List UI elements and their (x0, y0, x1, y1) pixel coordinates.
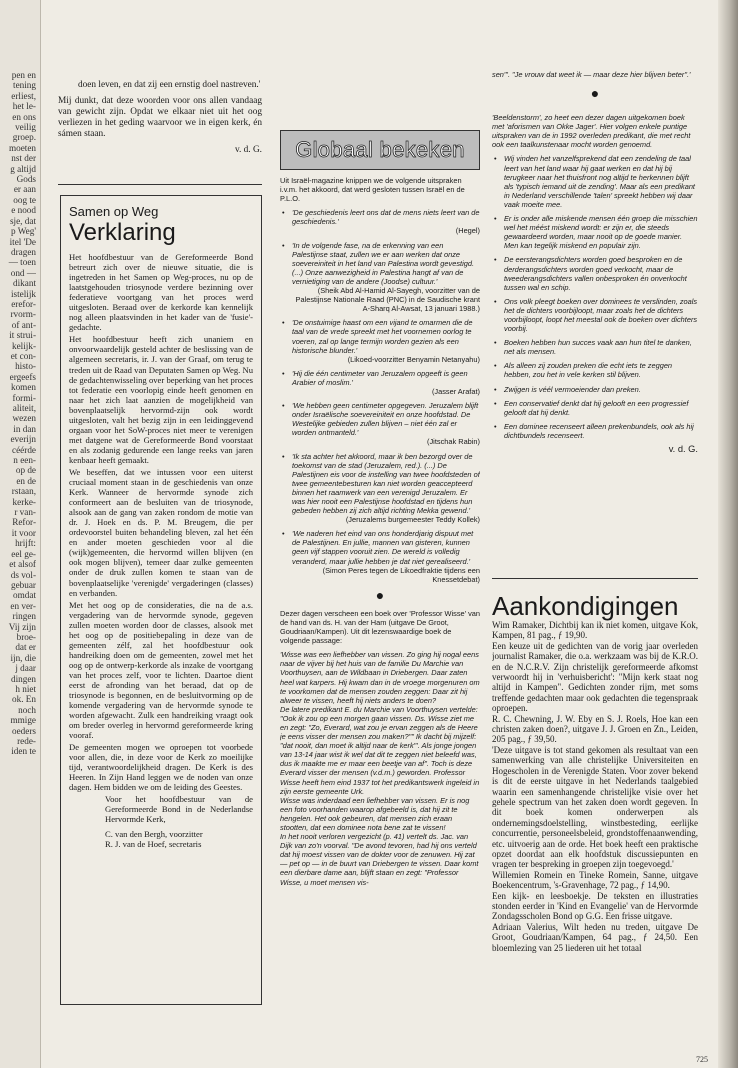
aphorism-item: • Er is onder alle miskende mensen één groep die misschien wel het méést miskend wordt: er zijn er, die steeds gewaardeerd worden, maar nooit op de goede manier. Men kan tegelijk miskend en populair zijn. (492, 214, 698, 250)
gutter-line: aliteit, (12, 403, 36, 413)
gutter-line: omdat (13, 590, 36, 601)
gutter-line: dikant (13, 278, 36, 289)
paragraph: Het hoofdbestuur van de Gereformeerde Bond betreurt zich over de nieuwe situatie, die is ingetreden in het Samen op Weg-proces, nu op de laatstgehouden triosynode verdere bezinning over federatieve voortgang van het proces werd uitgesloten. Beraad over de kerkorde kan kennelijk nog alleen plaatsvinden in het kader van de 'fusie'-gedachte. (69, 252, 253, 333)
signature-names: R. J. van de Hoef, secretaris (105, 839, 202, 850)
separator-dot: ● (375, 588, 385, 604)
gutter-line: iden te (11, 746, 36, 757)
paragraph: Een kijk- en leesboekje. De teksten en illustraties stonden eerder in 'Kind en Evangelie' van de Hervormde Zondagsscholen Bond op G.G. Een frisse uitgave. (492, 890, 698, 922)
aphorism-item: • Als alleen zij zouden preken die echt iets te zeggen hebben, zou het in vele kerken stil blijven. (492, 361, 698, 379)
gutter-line: Gods (16, 174, 36, 185)
gutter-line: céérde (12, 444, 36, 455)
gutter-line: e nood (11, 205, 36, 216)
section-heading: Aankondigingen (492, 591, 679, 621)
gutter-line: it strui- (9, 330, 36, 341)
signature-intro: Voor het hoofdbestuur van de Gereformeerde Bond in de Nederlandse Hervormde Kerk, (105, 794, 253, 825)
gutter-line: rvorm- (10, 309, 36, 320)
gutter-line: r van- (14, 507, 36, 518)
gutter-line: — toen (8, 257, 36, 268)
paragraph: Willemien Romein en Tineke Romein, Sanne, uitgave Boekencentrum, 's-Gravenhage, 72 pag., ƒ 14,90. (492, 869, 698, 891)
gutter-line: dragen (11, 246, 36, 257)
gutter-line: oog te (13, 194, 36, 205)
paragraph: Een keuze uit de gedichten van de vorig jaar overleden journalist Ramaker, die o.a. werkzaam was bij de K.R.O. en de N.C.R.V. Zijn christelijk gereformeerde afkomst verwoordt hij in 'verhuisbericht': "Mijn kerk staat nog altijd in Kampen". Gedichten zonder rijm, met soms treffende gedachten maar ook gedachten die tegenspraak oproepen. (492, 640, 698, 714)
gutter-line: en ver- (10, 600, 36, 611)
paragraph: Adriaan Valerius, Wilt heden nu treden, uitgave De Groot, Goudriaan/Kampen, 64 pag., ƒ 24,50. Een bloemlezing van 25 liederen uit het totaal (492, 921, 698, 953)
gutter-line: op de (15, 465, 36, 476)
gutter-line: Vij zijn (8, 621, 36, 632)
quote-text: • 'In de volgende fase, na de erkenning van een Palestijnse staat, zullen we er aan werken dat onze soevereiniteit in het land van Palestina wordt gevestigd. (...) Onze aanwezigheid in Palestina hangt af van de vernietiging van de andere (Joodse) cultuur.' (292, 240, 475, 286)
wisse-passage: 'Wisse was een liefhebber van vissen. Zo ging hij nogal eens naar de vijver bij het huis van de familie Du Marchie van Voorthuysen, aan de Wildbaan in Driebergen. Daar zaten heel wat karpers. Hij kwam dan in de vroege morgenuren om te voorkomen dat de mensen zouden zeggen: Daar zit hij alweer te vissen, heeft hij niets anders te doen? De latere predikant E. du Marchie van Voorthuysen vertelde: "Ook ik zou op een morgen gaan vissen. Ds. Wisse ziet me en zegt: "Zo, Everard, wat zou je ervan zeggen als de Heere je eens visser der mensen zou maken?"" Ik dacht bij mijzelf: "dat nooit, dan moet ik altijd naar de kerk"'. Als jonge jongen van 13-14 jaar wist ik wel dat dit te zeggen niet beleefd was, dus ik maakte me er maar een beetje van af". Toch is deze Everard visser der mensen (v.d.m.) geworden. Professor Wisse heeft hem eind 1937 tot het predikantswerk ingeleid in zijn eerste gemeente Urk. Wisse was inderdaad een liefhebber van vissen. Er is nog een foto voorhanden waarop afgebeeld is, dat hij zit te hengelen. Het ook gebeuren, dat mensen zich eraan stootten, dat een dominee nota bene zat te vissen! In het nooit verloren vergezicht (p. 41) vertelt ds. Jac. van Dijk van zo'n voorval. "De avond tevoren, had hij ons verteld dat hij moest vissen van de dokter voor de zenuwen. Hij zat — pet op — in de buurt van Driebergen te vissen. Daar komt een dierbare dame aan, blijft staan en zegt: "Professor Wisse, u moet mensen vis- (280, 650, 480, 887)
gutter-line: dat er (15, 642, 36, 653)
gutter-line: noch (18, 704, 36, 715)
gutter-line: en ons (12, 111, 36, 122)
aphorism-item: • Wij vinden het vanzelfsprekend dat een zendeling de taal leert van het land waar hij gaat werken en dat hij bij terugkeer naar het thuisfront nog altijd te herkennen blijft als 'typisch iemand uit de zending'. Maar als een predikant in Nederland verschillende 'talen' spreekt hebben wij daar vaak moeite mee. (492, 154, 698, 209)
gutter-line: h niet (15, 683, 36, 694)
gutter-line: veilig (15, 122, 36, 133)
quote-item (280, 401, 480, 446)
gutter-line: ergeefs (9, 371, 36, 382)
gutter-line: formi- (12, 392, 36, 403)
gutter-line: itel 'De (9, 236, 36, 247)
book-spine-shadow (718, 0, 738, 1068)
signature: v. d. G. (234, 144, 262, 155)
verklaring-box (60, 195, 262, 1005)
gutter-line: erliest, (11, 90, 36, 101)
left-top-text (58, 80, 262, 180)
box-body (69, 252, 253, 849)
gutter-line: het le- (12, 101, 36, 112)
quote-attribution: (Simon Peres tegen de Likoedfraktie tijdens een Knessetdebat) (322, 565, 480, 584)
quote-attribution: (Likoed-voorzitter Benyamin Netanyahu) (347, 354, 480, 364)
quote-attribution: (Jitschak Rabin) (427, 437, 480, 447)
middle-column (280, 176, 480, 996)
quote-text: • 'We hebben geen centimeter opgegeven. Jeruzalem blijft onder Israëlische soevereiniteit en onze hoofdstad. De Westelijke gebieden zullen blijven – niet één zal er worden ontmanteld.' (292, 401, 479, 438)
gutter-line: everijn (10, 434, 36, 445)
quote-attribution: (Jasser Arafat) (431, 386, 480, 396)
quote-item (280, 208, 480, 235)
aphorism-item: • Een conservatief denkt dat hij gelooft en een progressief gelooft dat hij denkt. (492, 399, 698, 417)
paragraph: Wim Ramaker, Dichtbij kan ik niet komen, uitgave Kok, Kampen, 81 pag., ƒ 19,90. (492, 620, 698, 641)
divider (58, 184, 262, 185)
paragraph: Het hoofdbestuur heeft zich unaniem en onvoorwaardelijk gesteld achter de beslissing van de algemeen secretaris, ir. J. van der Graaf, om terug te treden uit de Raad van Deputaten Samen op Weg. Nu de gedachtenwisseling over beperking van het proces tot federatie een voorlopig einde heeft genomen en naar het zich laat aanzien de mogelijkheid van bovenplaatselijk hervormd-zijn ook wordt uitgesloten, valt het bezig zijn in een leidinggevend orgaan voor het SoW-proces niet meer te verenigen met datgene wat de Gereformeerde Bond voorstaat en als zodanig gedurende een lange reeks van jaren kenbaar heeft gemaakt. (69, 334, 253, 465)
gutter-line: broe- (16, 631, 36, 642)
paragraph: 'Deze uitgave is tot stand gekomen als resultaat van een samenwerking van alle christelijke Universiteiten en Hogescholen in de Verenigde Staten. Voor zover bekend is dit de eerste uitgave in het Nederlands taalgebied waarin een samenhangende christelijke visie over het gehele spectrum van het zaken doen wordt gegeven. In dit boek komen onderwerpen als ondernemingsdoelstelling, winstbesteding, eerlijke concurrentie, personeelsbeleid, grondstoffenaanwending, etc. uitvoerig aan de orde. Het boek heeft een praktische opzet doordat aan elk hoofdstuk discussiepunten en vragen ter bespreking in groepen zijn toegevoegd.' (492, 744, 698, 870)
section-title: Globaal bekeken (295, 137, 465, 162)
quote-attribution: (Sheik Abd Al-Hamid Al-Sayegh, voorzitter van de Palestijnse Nationale Raad (PNC) in de Saudische krant A-Sharq Al-Awsat, 13 januari 1988.) (295, 286, 480, 314)
gutter-line: komen (10, 382, 36, 393)
intro-text: Uit Israël-magazine knippen we de volgende uitspraken i.v.m. het akkoord, dat werd gesloten tussen Israël en de P.L.O. (280, 176, 465, 204)
gutter-line: er aan (13, 184, 36, 195)
quote-item (280, 529, 480, 584)
gutter-line: eel ge- (11, 548, 36, 559)
quote-item (280, 369, 480, 396)
quotes-list (280, 208, 480, 584)
gutter-line: j daar (15, 663, 36, 674)
gutter-line: ijn, die (10, 652, 36, 663)
gutter-line: pen en (11, 70, 36, 80)
right-top-column (492, 70, 698, 575)
paragraph: doen leven, en dat zij een ernstig doel nastreven.' (78, 80, 261, 90)
aphorism-item: • Ons volk pleegt boeken over dominees te verslinden, zoals het de dichters voorbijloopt, maar zoals het de dichters voorbijloopt, loopt het meestal ook de boeken over dichters voorbij. (492, 297, 698, 333)
gutter-line: of ant- (11, 319, 36, 330)
gutter-line: it voor (11, 527, 36, 538)
quote-text: • 'Ik sta achter het akkoord, maar ik ben bezorgd over de toekomst van de stad (Jeruzalem, red.). (...) De Palestijnen eis voor de instelling van twee hoofdsteden of twee gemeentebesturen kan niet worden geaccepteerd binnen het raamwerk van een verenigd Jeruzalem. Er was hier nooit een Palestijnse hoofdstad en tijdens hun gebeden hebben zij zich altijd richting Mekka gewend.' (292, 451, 480, 516)
gutter-line: en de (16, 475, 36, 486)
intro-text: Dezer dagen verscheen een boek over 'Professor Wisse' van de hand van ds. H. van der Ham (uitgave De Groot, Goudriaan/Kampen). Uit dit lezenswaardige boek de volgende passage: (280, 608, 480, 646)
aphorism-list (492, 154, 698, 440)
aphorism-item: • Zwijgen is véél vermoeiender dan preken. (492, 385, 698, 394)
paragraph: Mij dunkt, dat deze woorden voor ons allen vandaag van gewicht zijn. Opdat we elkaar niet uit het oog verliezen in het geding waarvoor we in eigen kerk, én sámen staan. (58, 95, 262, 139)
aphorism-item: • Boeken hebben hun succes vaak aan hun titel te danken, net als mensen. (492, 338, 698, 356)
paragraph: Met het oog op de consideraties, die na de a.s. vergadering van de hervormde synode, gegeven zullen moeten worden door de classes, alsook met het oog op de positiebepaling in deze van de gemeenten zélf, zal het hoofdbestuur ook handreiking doen om de gemeenten, zowel met het oog op de ontwerp-kerkorde als inzake de voortgang van het proces zelf, voor te lichten. Daartoe dient eerst de afronding van het beraad, dat op de triosynode is begonnen, en de besluitvorming op de komende vergadering van de hervormde synode te worden afgewacht. Zulk een handreiking vraagt ook om breder overleg in hervormd gereformeerde kring vooraf. (69, 599, 253, 741)
quote-text: • 'De geschiedenis leert ons dat de mens niets leert van de geschiedenis.' (292, 208, 480, 227)
gutter-line: histo- (15, 361, 36, 372)
gutter-line: tening (13, 80, 36, 91)
gutter-line: rede- (17, 736, 36, 746)
divider (492, 578, 698, 579)
gutter-line: in dan (13, 423, 36, 434)
gutter-line: erefor- (11, 298, 36, 309)
gutter-line: ds vol- (10, 569, 36, 580)
quote-item (280, 452, 480, 525)
aphorism-item: • Een dominee recenseert alleen prekenbundels, ook als hij dichtbundels recenseert. (492, 422, 698, 440)
gutter-line: Refor- (12, 517, 36, 528)
quote-text: • 'De onstuimige haast om een vijand te omarmen die de taal van de vrede spreekt met het voornemen oorlog te voeren, zal op lange termijn worden gezien als een historische blunder.' (292, 318, 473, 355)
separator-dot: ● (590, 87, 600, 103)
quote-text: • 'We naderen het eind van ons honderdjarig dispuut met de Palestijnen. En jullie, mannen van gisteren, kunnen geen vijf stappen vooruit zien. De wereld is volledig veranderd, maar jullie hebben je dat niet gerealiseerd.' (292, 529, 474, 566)
gutter-line: groep. (12, 132, 36, 143)
gutter-line: hrijft: (15, 538, 36, 549)
paragraph: We beseffen, dat we intussen voor een uiterst cruciaal moment staan in de geschiedenis van onze Kerk. Wanneer de hervormde synode zich conformeert aan de besluiten van de triosynode, alsook aan de gang van zaken rondom de motie van dr. J. Hoek en ds. P. M. Breugem, die per ordevoorstel buiten behandeling bleven, zal het één en ander moeten geschieden voor al die (wijk)gemeenten, die hervormd willen blijven (en ook mogen blijven), temeer daar zulke gemeenten onder de druk zullen komen te staan van de bovenplaatselijke 'verenigde' vergaderingen (classes) en verbanden. (69, 466, 253, 598)
paragraph: sen"'. "Je vrouw dat weet ik — maar deze hier blijven beter".' (492, 70, 691, 79)
quote-attribution: (Hegel) (455, 226, 480, 236)
gutter-line: n een- (13, 455, 36, 466)
quote-attribution: (Jeruzalems burgemeester Teddy Kollek) (345, 515, 480, 525)
gutter-line: et con- (10, 350, 36, 361)
gutter-line: kerke- (12, 496, 36, 507)
section-title-box (280, 130, 480, 170)
announcements-text (492, 620, 698, 1060)
gutter-line: dingen (10, 673, 36, 684)
gutter-line: ond — (10, 267, 36, 278)
aphorism-item: • De eersterangsdichters worden goed besproken en de derderangsdichters worden goed verkocht, maar de tweederangsdichters vallen onbesproken én onverkocht tussen wal en schip. (492, 255, 698, 291)
gutter-text-fragments (2, 70, 36, 757)
gutter-line: sje, dat (9, 215, 36, 226)
box-overline: Samen op Weg (69, 204, 159, 219)
gutter-line: g altijd (10, 163, 36, 174)
gutter-line: oeders (12, 725, 36, 736)
paragraph: De gemeenten mogen we oproepen tot voorbede voor allen, die, in deze voor de Kerk zo moeilijke tijd, verantwoordelijkheid dragen. De Kerk is des Heeren. In Zijn Hand leggen we de noden van onze dagen. Hem bidden we om de leiding des Geestes. (69, 742, 253, 793)
gutter-line: moeten (8, 142, 36, 153)
gutter-line: kelijk- (12, 340, 36, 351)
box-title: Verklaring (69, 219, 176, 246)
signature: v. d. G. (668, 444, 698, 454)
quote-text: • 'Hij die één centimeter van Jeruzalem opgeeft is geen Arabier of moslim.' (292, 368, 468, 387)
signature-names: C. van den Bergh, voorzitter (105, 829, 203, 840)
quote-item (280, 318, 480, 363)
previous-page-gutter (0, 0, 41, 1068)
page-number: 725 (696, 1055, 708, 1064)
gutter-line: mmige (10, 715, 36, 726)
gutter-line: istelijk (10, 288, 36, 299)
gutter-line: nst der (11, 153, 36, 164)
gutter-line: ok. En (12, 694, 36, 705)
gutter-line: gebuar (11, 579, 36, 590)
gutter-line: rstaan, (11, 486, 36, 497)
gutter-line: wezen (12, 413, 36, 424)
paragraph: 'Beeldenstorm', zo heet een dezer dagen uitgekomen boek met 'aforismen van Okke Jager'. Hier volgen enkele puntige uitspraken van de in 1992 overleden predikant, die met recht ook een taalkunstenaar mocht worden genoemd. (492, 113, 691, 150)
gutter-line: ringen (12, 611, 36, 622)
quote-item (280, 241, 480, 314)
gutter-line: p Weg' (11, 226, 36, 237)
gutter-line: et alsof (9, 559, 36, 570)
paragraph: R. C. Chewning, J. W. Eby en S. J. Roels, Hoe kan een christen zaken doen?, uitgave J. J. Groen en Zn., Leiden, 205 pag., ƒ 39,50. (492, 713, 698, 745)
